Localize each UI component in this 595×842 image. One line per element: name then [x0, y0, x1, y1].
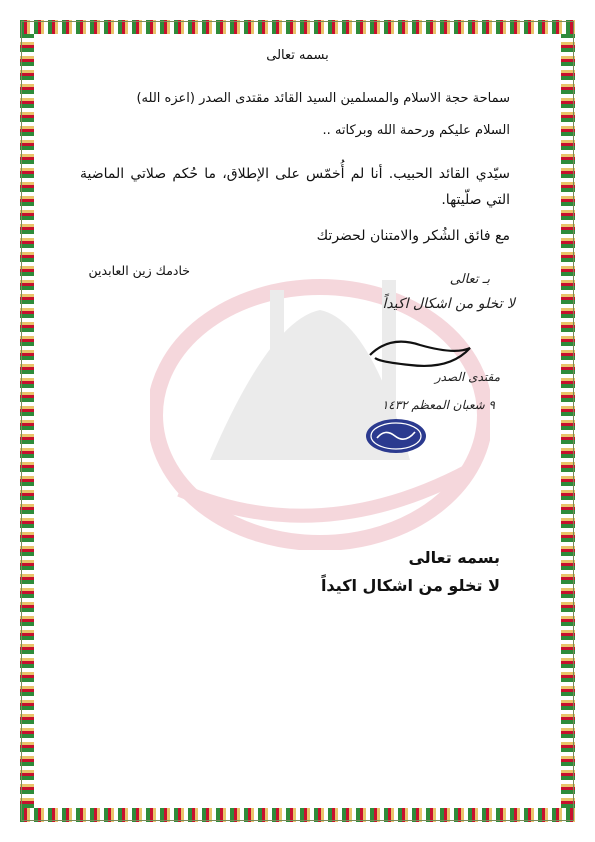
handwritten-answer: لا تخلو من اشكال اكيداً: [382, 296, 515, 312]
letter-signature: خادمك زين العابدين: [88, 263, 190, 278]
typed-answer: لا تخلو من اشكال اكيداً: [320, 576, 500, 595]
typed-basmala: بسمه تعالى: [408, 548, 500, 567]
handwritten-basmala: بـ تعالى: [449, 272, 490, 287]
header-basmala: بسمه تعالى: [266, 48, 329, 63]
letter-addressee: سماحة حجة الاسلام والمسلمين السيد القائد مقتدى الصدر (اعزه الله): [136, 91, 510, 106]
official-seal-icon: [365, 418, 427, 454]
letter-greeting: السلام عليكم ورحمة الله وبركاته ..: [322, 123, 510, 138]
letter-thanks: مع فائق الشُكر والامتنان لحضرتك: [316, 228, 510, 244]
letter-question: سيّدي القائد الحبيب. أنا لم أُخمّس على الإطلاق، ما حُكم صلاتي الماضية التي صلّيتها.: [80, 166, 510, 208]
handwritten-signer: مقتدى الصدر: [434, 370, 500, 384]
handwritten-date: ٩ شعبان المعظم ١٤٣٢: [381, 398, 495, 412]
signature-flourish-icon: [360, 330, 480, 375]
